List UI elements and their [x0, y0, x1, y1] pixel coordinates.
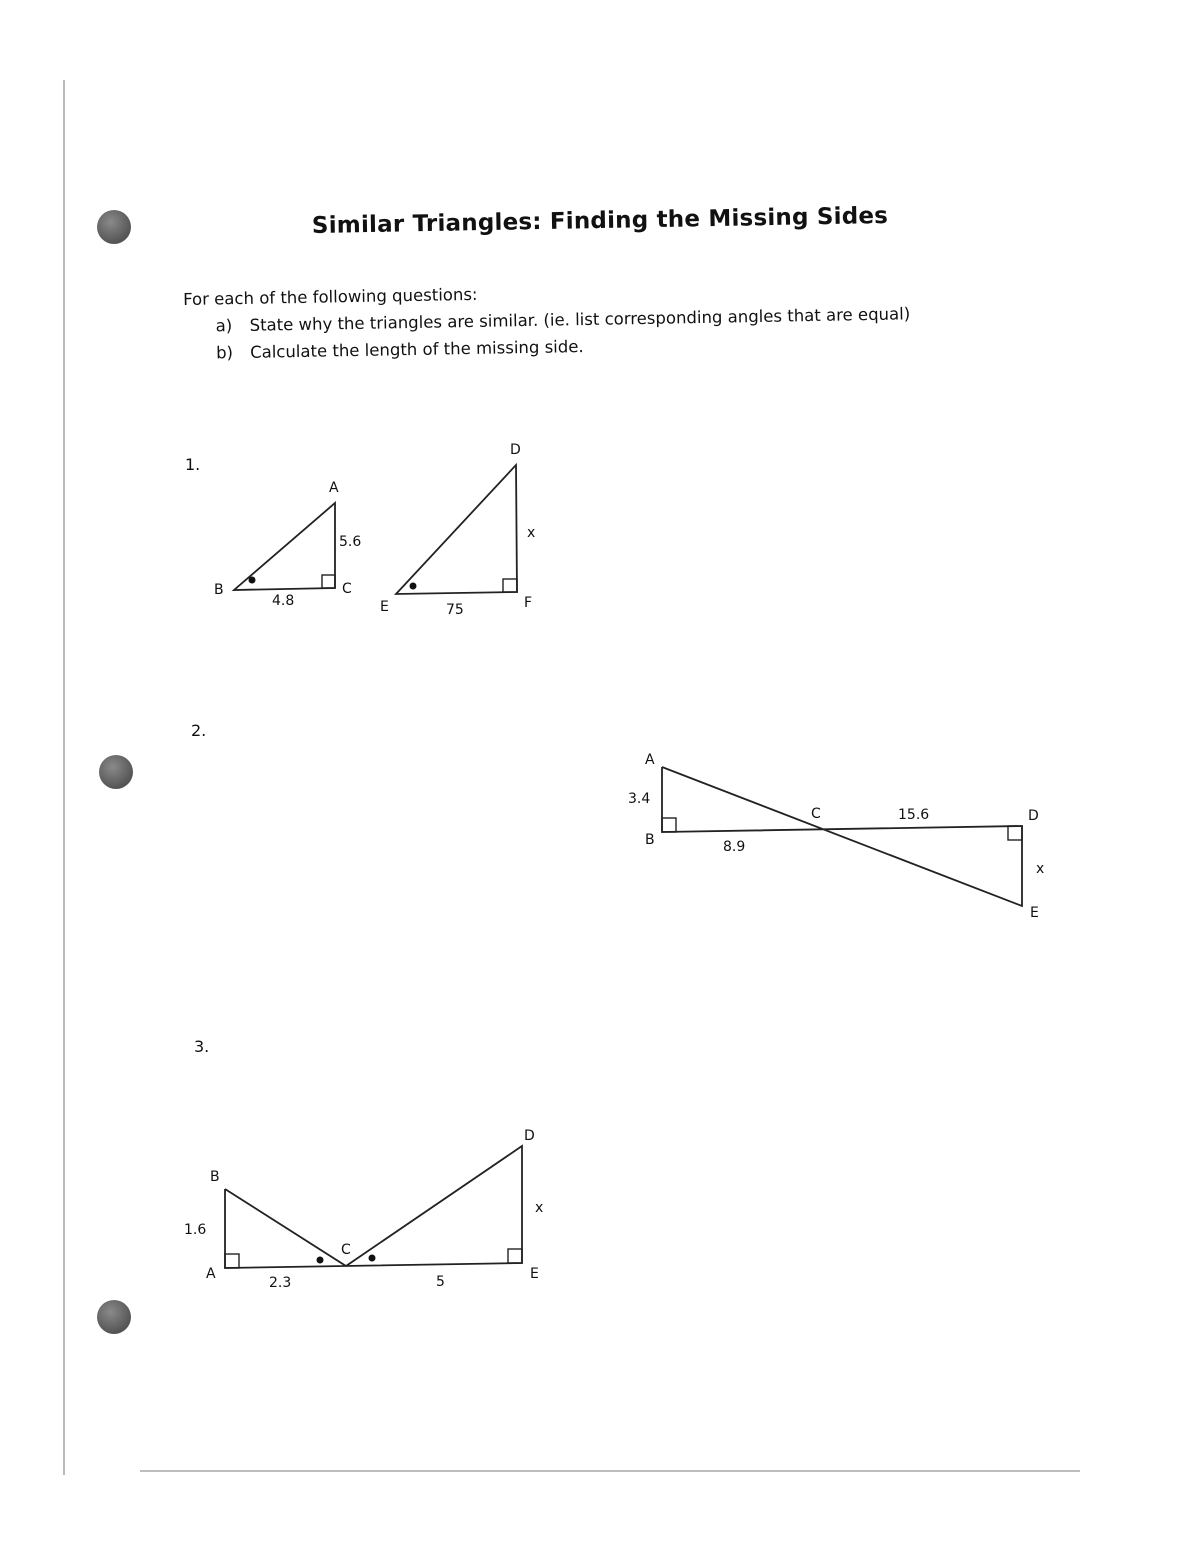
vertex-label-c: C: [811, 806, 821, 822]
vertex-label-d: D: [1028, 808, 1039, 824]
vertex-label-e: E: [380, 599, 389, 615]
side-label-ce: 5: [436, 1274, 445, 1290]
vertex-label-a: A: [329, 480, 339, 496]
side-label-ef: 75: [446, 602, 464, 618]
vertex-label-e: E: [1030, 905, 1039, 921]
angle-dot-marker: [369, 1255, 376, 1262]
vertex-label-a: A: [206, 1266, 216, 1282]
vertex-label-d: D: [510, 442, 521, 458]
question-2-number: 2.: [191, 721, 207, 740]
instruction-label: b): [215, 343, 234, 363]
vertex-label-d: D: [524, 1128, 535, 1144]
side-label-cd: 15.6: [898, 807, 930, 823]
side-label-ac: 5.6: [339, 534, 362, 550]
side-label-df: x: [527, 525, 536, 541]
side-label-bc: 4.8: [272, 593, 295, 609]
vertex-label-b: B: [210, 1169, 220, 1185]
vertex-label-a: A: [645, 752, 655, 768]
right-angle-marker: [508, 1249, 522, 1263]
side-label-ab: 3.4: [628, 791, 651, 807]
side-label-de: x: [1036, 861, 1045, 877]
vertex-label-b: B: [214, 582, 224, 598]
right-angle-marker: [225, 1254, 239, 1268]
instruction-label: a): [215, 316, 233, 336]
question-1-number: 1.: [185, 455, 201, 474]
side-label-bc: 8.9: [723, 839, 746, 855]
instruction-text: State why the triangles are similar. (ie. list corresponding angles that are equal): [249, 304, 911, 335]
vertex-label-f: F: [524, 595, 533, 611]
vertex-label-b: B: [645, 832, 655, 848]
vertex-label-e: E: [530, 1266, 539, 1282]
side-label-ac: 2.3: [269, 1275, 292, 1291]
side-label-ab: 1.6: [184, 1222, 207, 1238]
page-title: Similar Triangles: Finding the Missing Sides: [311, 202, 889, 240]
instruction-text: Calculate the length of the missing side.: [249, 337, 584, 362]
angle-dot-marker: [317, 1257, 324, 1264]
vertex-label-c: C: [342, 581, 352, 597]
question-3-number: 3.: [194, 1037, 210, 1056]
double-triangles: [225, 1146, 522, 1268]
vertex-label-c: C: [341, 1242, 351, 1258]
instructions-intro: For each of the following questions:: [183, 284, 478, 309]
side-label-de: x: [535, 1200, 544, 1216]
